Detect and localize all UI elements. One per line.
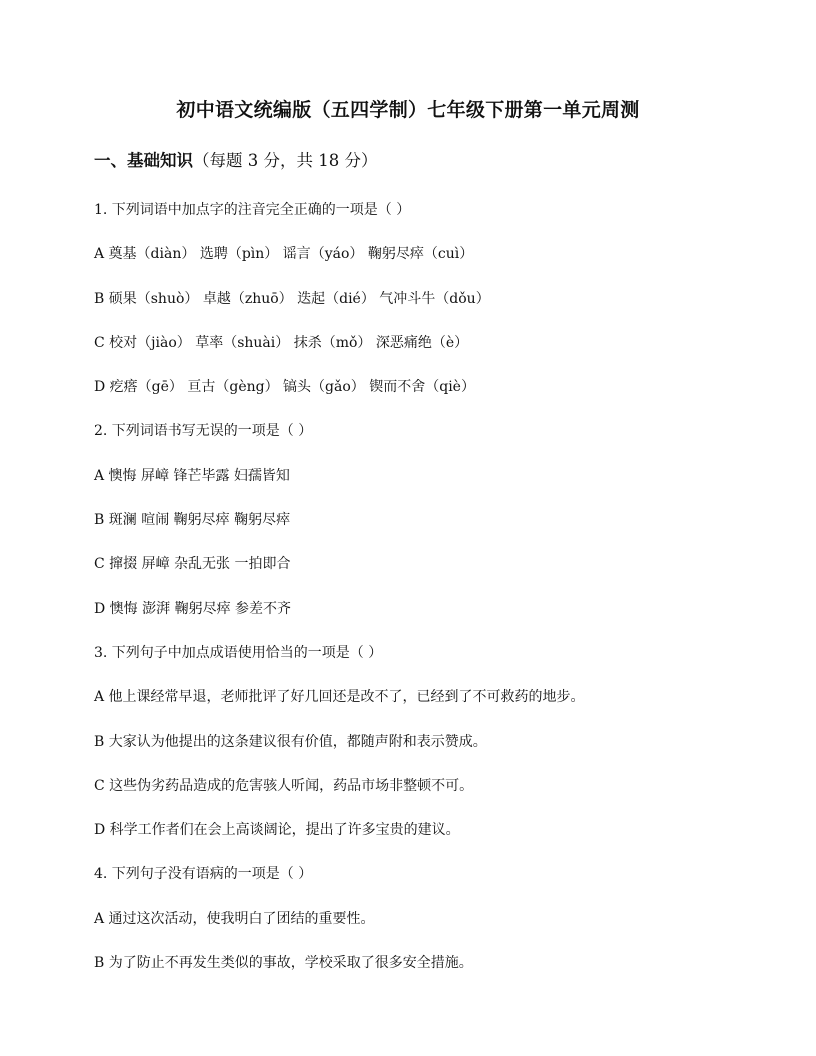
answer-option: B 大家认为他提出的这条建议很有价值，都随声附和表示赞成。 bbox=[94, 733, 487, 750]
answer-option: B 斑澜 喧闹 鞠躬尽瘁 鞠躬尽瘁 bbox=[94, 512, 291, 529]
section-title: 一、基础知识 bbox=[94, 151, 193, 170]
answer-option: D 疙瘩（gē） 亘古（gèng） 镐头（gǎo） 锲而不舍（qiè） bbox=[94, 379, 475, 396]
question-stem: 4. 下列句子没有语病的一项是（ ） bbox=[94, 866, 313, 883]
answer-option: D 科学工作者们在会上高谈阔论，提出了许多宝贵的建议。 bbox=[94, 822, 460, 839]
question-stem: 1. 下列词语中加点字的注音完全正确的一项是（ ） bbox=[94, 202, 411, 218]
answer-option: D 懊悔 澎湃 鞠躬尽瘁 参差不齐 bbox=[94, 600, 292, 617]
answer-option: A 懊悔 屏嶂 锋芒毕露 妇孺皆知 bbox=[94, 467, 290, 484]
question-stem: 2. 下列词语书写无误的一项是（ ） bbox=[94, 423, 313, 440]
answer-option: A 他上课经常早退，老师批评了好几回还是改不了，已经到了不可救药的地步。 bbox=[94, 689, 585, 706]
answer-option: B 硕果（shuò） 卓越（zhuō） 迭起（dié） 气冲斗牛（dǒu） bbox=[94, 290, 490, 307]
answer-option: B 为了防止不再发生类似的事故，学校采取了很多安全措施。 bbox=[94, 955, 473, 972]
section-heading bbox=[94, 149, 377, 173]
answer-option: C 撺掇 屏嶂 杂乱无张 一拍即合 bbox=[94, 556, 291, 573]
section-scoring-note: （每题 3 分，共 18 分） bbox=[193, 151, 378, 170]
answer-option: A 奠基（diàn） 选聘（pìn） 谣言（yáo） 鞠躬尽瘁（cuì） bbox=[94, 246, 474, 263]
question-stem: 3. 下列句子中加点成语使用恰当的一项是（ ） bbox=[94, 644, 383, 661]
answer-option: C 这些伪劣药品造成的危害骇人听闻，药品市场非整顿不可。 bbox=[94, 777, 474, 794]
question-list bbox=[94, 199, 734, 996]
answer-option: C 校对（jiào） 草率（shuài） 抹杀（mǒ） 深恶痛绝（è） bbox=[94, 334, 469, 351]
answer-option: A 通过这次活动，使我明白了团结的重要性。 bbox=[94, 910, 375, 927]
document-title: 初中语文统编版（五四学制）七年级下册第一单元周测 bbox=[176, 99, 640, 121]
